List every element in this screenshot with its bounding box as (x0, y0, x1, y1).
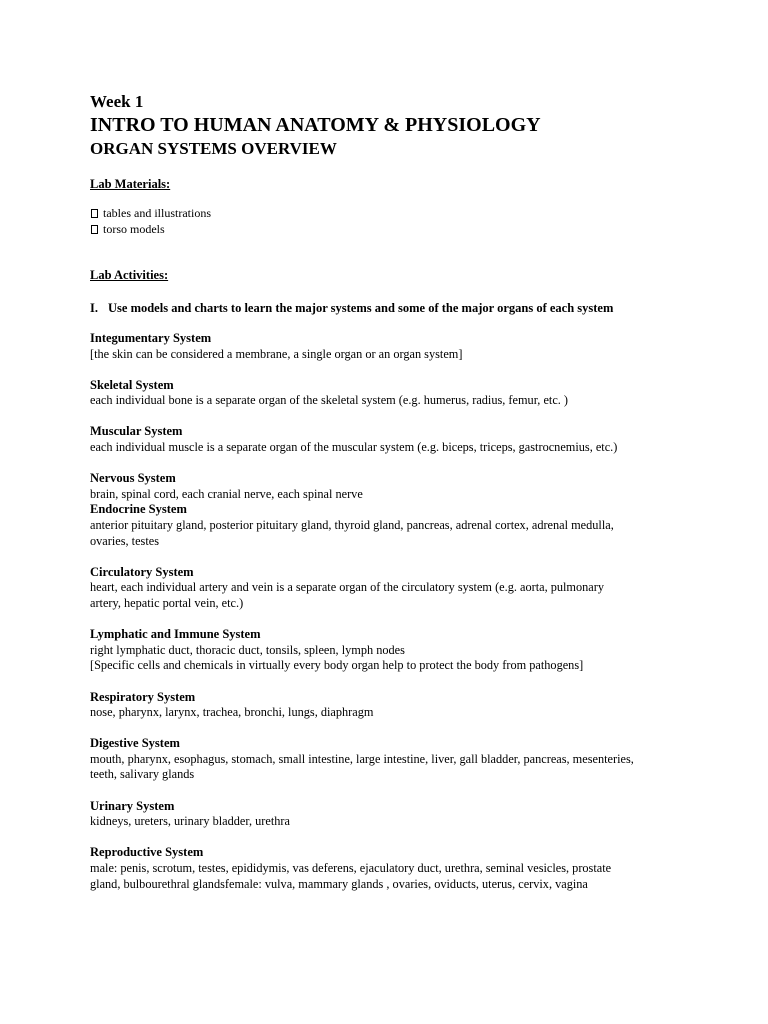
system-integumentary (90, 331, 690, 362)
system-desc: teeth, salivary glands (90, 767, 195, 782)
lab-materials-list (90, 206, 690, 237)
system-name: Nervous System (90, 471, 176, 486)
lab-materials-label: Lab Materials: (90, 177, 171, 191)
system-desc: ovaries, testes (90, 533, 159, 548)
system-name: Respiratory System (90, 689, 196, 704)
checkbox-icon (91, 225, 98, 234)
system-urinary (90, 799, 690, 830)
system-muscular (90, 424, 690, 455)
system-endocrine (90, 502, 690, 549)
material-label: tables and illustrations (103, 206, 211, 220)
lab-activities-label: Lab Activities: (90, 268, 169, 282)
activity-heading (90, 300, 690, 316)
system-desc: right lymphatic duct, thoracic duct, tonsils, spleen, lymph nodes (90, 642, 405, 657)
system-desc: [Specific cells and chemicals in virtually every body organ help to protect the body from pathogens] (90, 658, 584, 673)
system-name: Urinary System (90, 798, 175, 813)
system-desc: each individual muscle is a separate organ of the muscular system (e.g. biceps, triceps, gastrocnemius, etc.) (90, 439, 618, 454)
list-item (90, 206, 690, 222)
system-reproductive (90, 845, 690, 892)
system-desc: gland, bulbourethral glandsfemale: vulva, mammary glands , ovaries, oviducts, uterus, cervix, vagina (90, 876, 588, 891)
checkbox-icon (91, 209, 98, 218)
system-name: Lymphatic and Immune System (90, 627, 261, 642)
system-respiratory (90, 690, 690, 721)
system-name: Reproductive System (90, 845, 204, 860)
system-skeletal (90, 378, 690, 409)
system-name: Muscular System (90, 424, 183, 439)
system-nervous (90, 471, 690, 502)
system-desc: [the skin can be considered a membrane, a single organ or an organ system] (90, 346, 463, 361)
system-desc: each individual bone is a separate organ of the skeletal system (e.g. humerus, radius, femur, etc. ) (90, 393, 569, 408)
system-name: Digestive System (90, 736, 180, 751)
material-label: torso models (103, 221, 165, 236)
document-page (90, 92, 690, 908)
week-heading: Week 1 (90, 92, 144, 111)
list-item (90, 222, 690, 238)
system-desc: male: penis, scrotum, testes, epididymis, vas deferens, ejaculatory duct, urethra, seminal vesicles, prostate (90, 860, 612, 875)
system-name: Integumentary System (90, 331, 212, 345)
system-name: Circulatory System (90, 564, 194, 579)
systems-list (90, 331, 690, 892)
system-lymphatic-immune (90, 627, 690, 674)
system-name: Endocrine System (90, 502, 187, 517)
page-subtitle: ORGAN SYSTEMS OVERVIEW (90, 139, 337, 158)
system-desc: mouth, pharynx, esophagus, stomach, small intestine, large intestine, liver, gall bladder, pancreas, mesenteries, (90, 751, 634, 766)
system-name: Skeletal System (90, 377, 174, 392)
activity-text: Use models and charts to learn the major systems and some of the major organs of each system (108, 301, 614, 315)
system-circulatory (90, 565, 690, 612)
system-desc: brain, spinal cord, each cranial nerve, each spinal nerve (90, 486, 363, 501)
system-desc: anterior pituitary gland, posterior pituitary gland, thyroid gland, pancreas, adrenal cortex, adrenal medulla, (90, 517, 614, 532)
system-desc: artery, hepatic portal vein, etc.) (90, 595, 244, 610)
page-title: INTRO TO HUMAN ANATOMY & PHYSIOLOGY (90, 114, 541, 136)
system-desc: nose, pharynx, larynx, trachea, bronchi, lungs, diaphragm (90, 705, 374, 720)
system-desc: kidneys, ureters, urinary bladder, urethra (90, 814, 290, 829)
activity-number: I. (90, 301, 98, 315)
system-desc: heart, each individual artery and vein is a separate organ of the circulatory system (e.g. aorta, pulmonary (90, 580, 604, 595)
system-digestive (90, 736, 690, 783)
